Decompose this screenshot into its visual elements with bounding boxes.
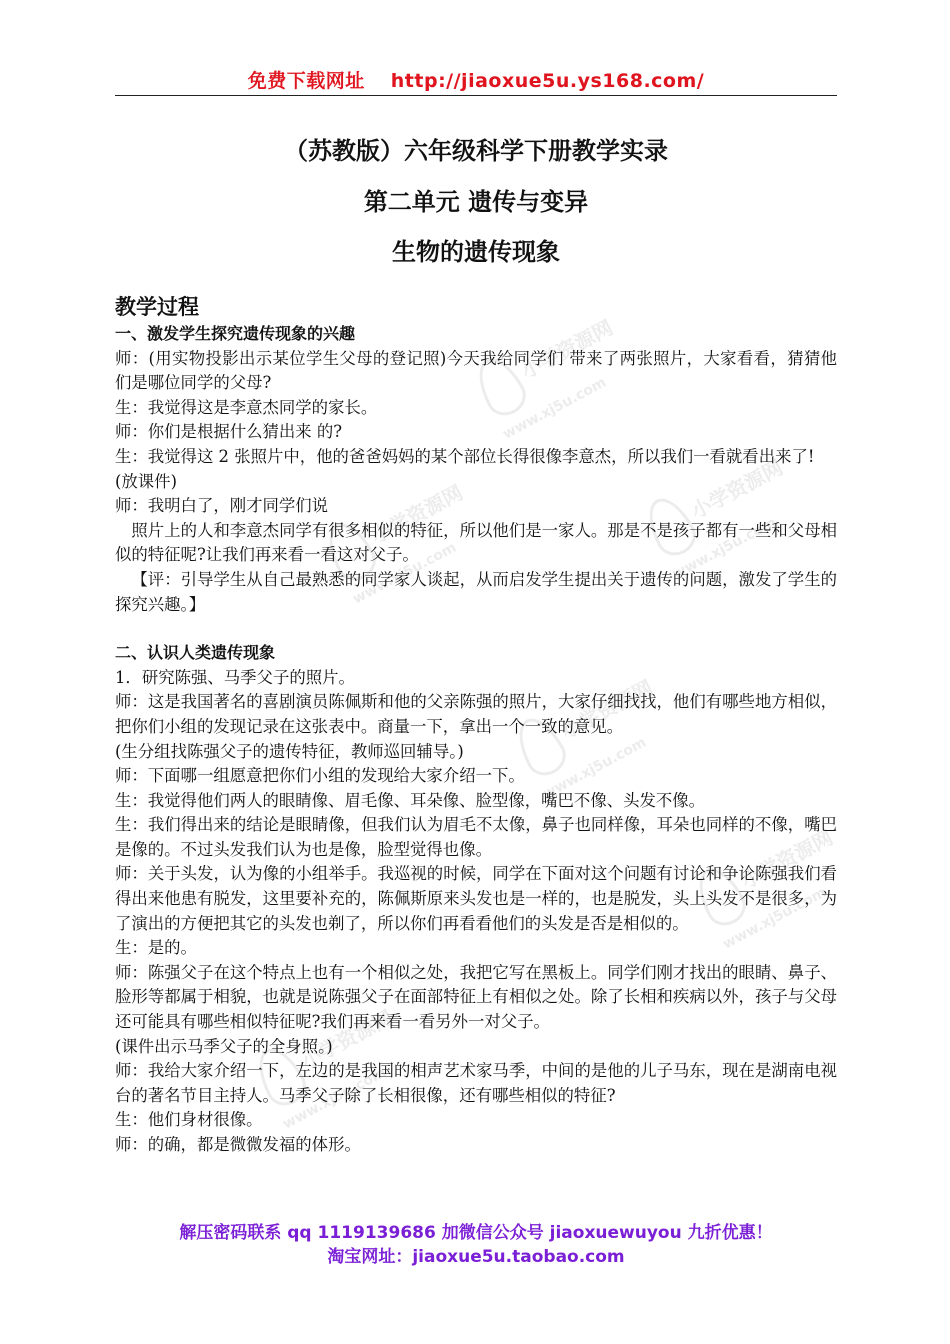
unit-title: 第二单元 遗传与变异 — [363, 187, 589, 216]
document-title: （苏教版）六年级科学下册教学实录 — [284, 136, 668, 165]
footer-contact: 解压密码联系 qq 1119139686 加微信公众号 jiaoxuewuyou 九折优惠！ — [179, 1223, 773, 1243]
paragraph: 师：陈强父子在这个特点上也有一个相似之处，我把它写在黑板上。同学们刚才找出的眼睛、鼻子、脸形等都属于相貌，也就是说陈强父子在面部特征上有相似之处。除了长相和疾病以外，孩子与父母还可能具有哪些相似特征呢?我们再来看一看另外一对父子。 — [115, 962, 837, 1032]
watermark-logo: 小学资源网 www.xj5u.com — [689, 811, 857, 954]
watermark-logo: 小学资源网 www.xj5u.com — [639, 441, 807, 584]
paragraph: 1．研究陈强、马季父子的照片。 — [115, 667, 355, 687]
document-body — [115, 292, 837, 1158]
paragraph: 师：的确，都是微微发福的体形。 — [115, 1135, 361, 1154]
paragraph: 师：(用实物投影出示某位学生父母的登记照)今天我给同学们 带来了两张照片，大家看看，猜猜他 们是哪位同学的父母? — [115, 348, 837, 393]
paragraph: 生：他们身材很像。 — [115, 1110, 263, 1130]
watermark-logo: 小学资源网 www.xj5u.com — [509, 661, 677, 804]
paragraph: 生：我觉得这 2 张照片中，他的爸爸妈妈的某个部位长得很像李意杰，所以我们一看就看出来了! — [115, 446, 815, 466]
paragraph: 生：我觉得他们两人的眼睛像、眉毛像、耳朵像、脸型像，嘴巴不像、头发不像。 — [115, 790, 706, 810]
section-title: 教学过程 — [115, 294, 199, 319]
paragraph: 师：你们是根据什么猜出来 的? — [115, 422, 343, 442]
paragraph: 生：是的。 — [115, 938, 197, 958]
part1-heading: 一、激发学生探究遗传现象的兴趣 — [115, 324, 356, 343]
watermark-logo: 小学资源网 www.xj5u.com — [319, 466, 487, 609]
paragraph: 照片上的人和李意杰同学有很多相似的特征，所以他们是一家人。那是不是孩子都有一些和父母相似的特征呢?让我们再来看一看这对父子。 — [115, 520, 837, 565]
watermark-logo: 小学资源网 www.xj5u.com — [249, 991, 417, 1134]
paragraph: 师：下面哪一组愿意把你们小组的发现给大家介绍一下。 — [115, 766, 525, 786]
paragraph: 生：我觉得这是李意杰同学的家长。 — [115, 397, 378, 417]
lesson-title: 生物的遗传现象 — [392, 237, 560, 266]
spacer — [115, 617, 837, 641]
paragraph: 师：关于头发，认为像的小组举手。我巡视的时候，同学在下面对这个问题有讨论和争论陈强我们看得出来他患有脱发，这里要补充的，陈佩斯原来头发也是一样的，也是脱发，头上头发不是很多，为了演出的方便把其它的头发也剃了，所以你们再看看他们的头发是否是相似的。 — [115, 864, 837, 933]
header-url-link[interactable]: http://jiaoxue5u.ys168.com/ — [390, 70, 705, 92]
header-label: 免费下载网址 — [247, 70, 365, 92]
paragraph: 师：这是我国著名的喜剧演员陈佩斯和他的父亲陈强的照片，大家仔细找找，他们有哪些地方相似，把你们小组的发现记录在这张表中。商量一下，拿出一个一致的意见。 — [115, 692, 837, 736]
paragraph: (放课件) — [115, 471, 177, 491]
footer-shop-link[interactable]: 淘宝网址：jiaoxue5u.taobao.com — [327, 1247, 625, 1267]
paragraph: 师：我明白了，刚才同学们说 — [115, 496, 329, 516]
comment-paragraph: 【评：引导学生从自己最熟悉的同学家人谈起，从而启发学生提出关于遗传的问题，激发了学生的探究兴趣。】 — [115, 569, 837, 614]
paragraph: 师：我给大家介绍一下，左边的是我国的相声艺术家马季，中间的是他的儿子马东，现在是湖南电视台的著名节目主持人。马季父子除了长相很像，还有哪些相似的特征? — [115, 1061, 837, 1105]
paragraph: (课件出示马季父子的全身照。) — [115, 1036, 333, 1056]
watermark-logo: 小学资源网 www.xj5u.com — [469, 301, 637, 444]
paragraph: (生分组找陈强父子的遗传特征，教师巡回辅导。) — [115, 741, 464, 761]
part2-heading: 二、认识人类遗传现象 — [115, 643, 276, 663]
paragraph: 生：我们得出来的结论是眼睛像，但我们认为眉毛不太像，鼻子也同样像，耳朵也同样的不像，嘴巴是像的。不过头发我们认为也是像，脸型觉得也像。 — [115, 815, 837, 859]
header-divider — [115, 95, 837, 96]
download-header — [115, 66, 837, 93]
